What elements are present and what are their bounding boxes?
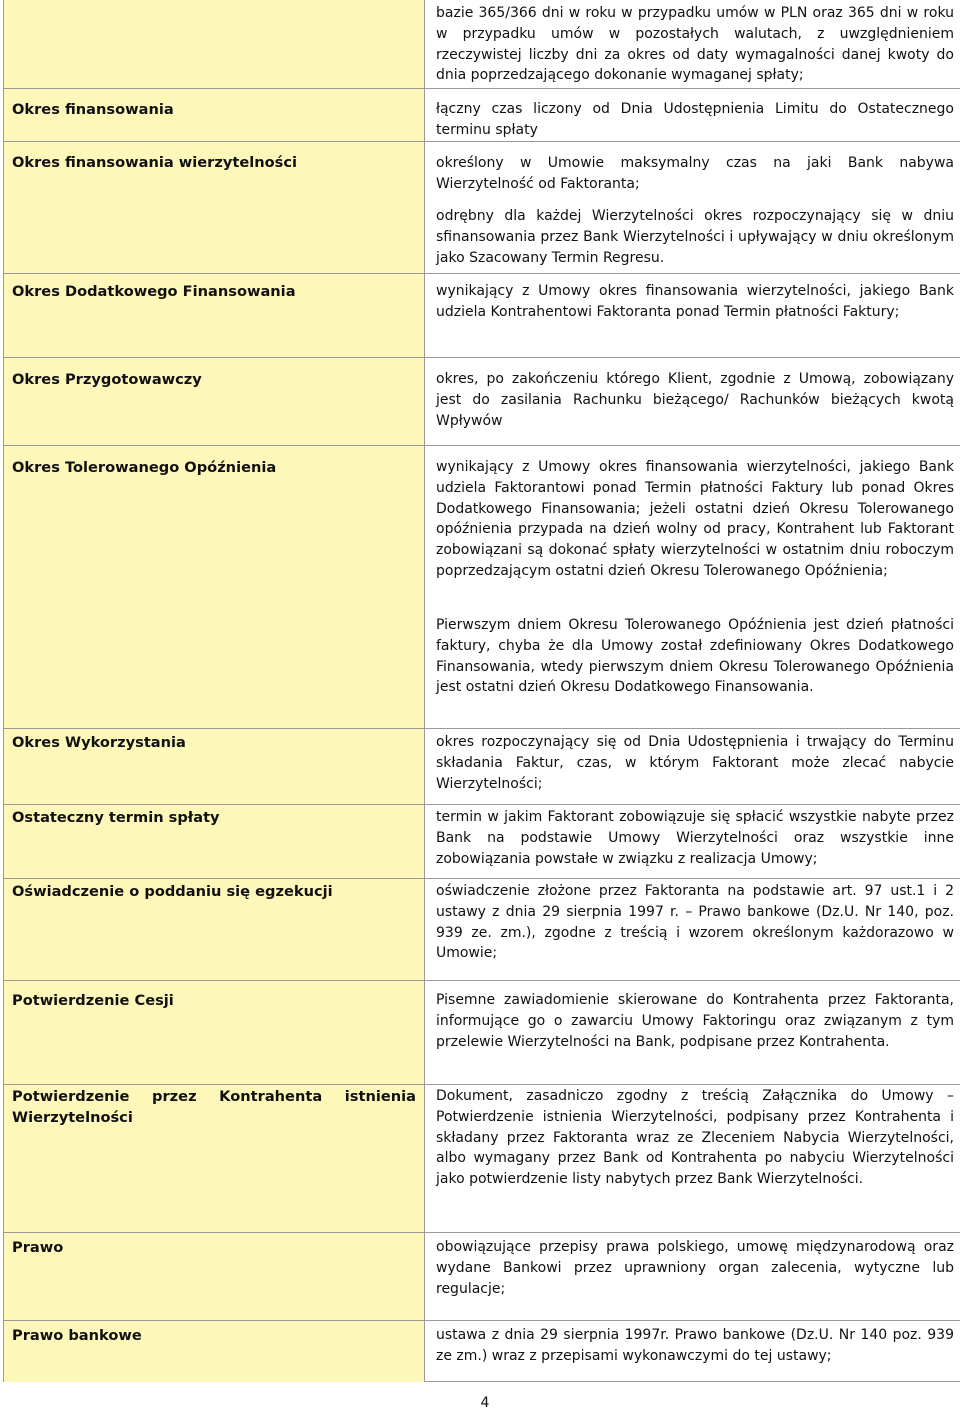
definition-cell (426, 1233, 960, 1321)
table-row (4, 728, 960, 805)
definition-text: Dokument, zasadniczo zgodny z treścią Załącznika do Umowy – Potwierdzenie istnienia Wierzytelności, podpisany przez Kontrahenta i składany przez Faktoranta wraz ze Zleceniem Nabycia Wierzytelności, albo wymagany przez Bank od Kontrahenta po nabyciu Wierzytelności jako potwierdzenie listy nabytych przez Bank Wierzytelności. (436, 1088, 954, 1188)
table-row (4, 88, 960, 142)
term-cell (4, 142, 425, 274)
definition-text: okres rozpoczynający się od Dnia Udostępnienia i trwający do Terminu składania Faktur, czas, w którym Faktorant może zlecać nabycie Wierzytelności; (436, 734, 954, 792)
term-text: Okres Dodatkowego Finansowania (12, 283, 296, 300)
definition-text: Pierwszym dniem Okresu Tolerowanego Opóźnienia jest dzień płatności faktury, chyba że dla Umowy został zdefiniowany Okres Dodatkowego Finansowania, wtedy pierwszym dniem Okresu Tolerowanego Opóźnienia jest ostatni dzień Okresu Dodatkowego Finansowania. (436, 617, 954, 696)
term-text: Okres finansowania wierzytelności (12, 154, 297, 171)
definition-cell (426, 358, 960, 446)
definition-cell (426, 89, 960, 142)
definition-text: wynikający z Umowy okres finansowania wierzytelności, jakiego Bank udziela Kontrahentowi Faktoranta ponad Termin płatności Faktury; (436, 283, 954, 320)
term-cell (4, 1085, 425, 1233)
definition-text: Pisemne zawiadomienie skierowane do Kontrahenta przez Faktoranta, informujące go o zawarciu Umowy Faktoringu oraz związanym z tym przelewie Wierzytelności na Bank, podpisane przez Kontrahenta. (436, 992, 954, 1050)
term-text: Potwierdzenie przez Kontrahenta istnienia Wierzytelności (12, 1088, 416, 1126)
definition-cell (426, 805, 960, 879)
table-row (4, 445, 960, 729)
table-row (4, 0, 960, 88)
definition-cell (426, 274, 960, 358)
definition-cell (426, 981, 960, 1085)
definition-cell (426, 1321, 960, 1382)
page-number: 4 (480, 1395, 490, 1411)
table-row (4, 878, 960, 981)
definition-cell (426, 0, 960, 88)
term-cell (4, 981, 425, 1085)
table-row (4, 357, 960, 446)
definition-text: okres, po zakończeniu którego Klient, zgodnie z Umową, zobowiązany jest do zasilania Rachunku bieżącego/ Rachunków bieżących kwotą Wpływów (436, 371, 954, 429)
definition-text: wynikający z Umowy okres finansowania wierzytelności, jakiego Bank udziela Faktorantowi ponad Termin płatności Faktury lub ponad Okres Dodatkowego Finansowania; jeżeli ostatni dzień Okresu Tolerowanego opóźnienia przypada na dzień wolny od pracy, Kontrahent lub Faktorant zobowiązani są dokonać spłaty wierzytelności w ostatnim dniu roboczym poprzedzającym ostatni dzień Okresu Tolerowanego Opóźnienia; (436, 459, 954, 579)
term-cell (4, 1233, 425, 1321)
definition-text: termin w jakim Faktorant zobowiązuje się spłacić wszystkie nabyte przez Bank na podstawie Umowy Wierzytelności oraz wszystkie inne zobowiązania powstałe w związku z realizacja Umowy; (436, 809, 954, 867)
table-row (4, 1320, 960, 1382)
term-cell (4, 446, 425, 729)
table-row (4, 1084, 960, 1233)
definition-cell (426, 729, 960, 805)
term-text: Potwierdzenie Cesji (12, 992, 174, 1009)
term-cell (4, 729, 425, 805)
definition-text: odrębny dla każdej Wierzytelności okres rozpoczynający się w dniu sfinansowania przez Bank Wierzytelności i upływający w dniu określonym jako Szacowany Termin Regresu. (436, 208, 954, 266)
term-text: Prawo (12, 1239, 64, 1256)
term-cell (4, 1321, 425, 1382)
term-cell (4, 89, 425, 142)
definition-cell (426, 142, 960, 274)
term-cell (4, 879, 425, 981)
definition-text: ustawa z dnia 29 sierpnia 1997r. Prawo bankowe (Dz.U. Nr 140 poz. 939 ze zm.) wraz z przepisami wykonawczymi do tej ustawy; (436, 1327, 954, 1364)
term-cell (4, 274, 425, 358)
term-text: Okres Wykorzystania (12, 734, 186, 751)
table-row (4, 804, 960, 879)
definitions-table (3, 0, 960, 1382)
definition-text: bazie 365/366 dni w roku w przypadku umów w PLN oraz 365 dni w roku w przypadku umów w pozostałych walutach, z uwzględnieniem rzeczywistej liczby dni za okres od daty wymagalności danej kwoty do dnia poprzedzającego dokonanie wymaganej spłaty; (436, 5, 954, 84)
term-text: Okres Przygotowawczy (12, 371, 202, 388)
term-cell (4, 0, 425, 88)
term-text: Oświadczenie o poddaniu się egzekucji (12, 883, 333, 900)
definition-text: określony w Umowie maksymalny czas na jaki Bank nabywa Wierzytelność od Faktoranta; (436, 155, 954, 192)
definition-cell (426, 879, 960, 981)
definition-cell (426, 1085, 960, 1233)
term-cell (4, 358, 425, 446)
definition-text: oświadczenie złożone przez Faktoranta na podstawie art. 97 ust.1 i 2 ustawy z dnia 29 sierpnia 1997 r. – Prawo bankowe (Dz.U. Nr 140, poz. 939 ze. zm.), zgodne z treścią i wzorem określonym każdorazowo w Umowie; (436, 883, 954, 962)
term-text: Okres Tolerowanego Opóźnienia (12, 459, 277, 476)
table-row (4, 273, 960, 358)
definition-text: obowiązujące przepisy prawa polskiego, umowę międzynarodową oraz wydane Bankowi przez uprawniony organ zalecenia, wytyczne lub regulacje; (436, 1239, 954, 1297)
term-cell (4, 805, 425, 879)
table-row (4, 980, 960, 1085)
table-row (4, 141, 960, 274)
definition-cell (426, 446, 960, 729)
table-row (4, 1232, 960, 1321)
term-text: Ostateczny termin spłaty (12, 809, 220, 826)
term-text: Okres finansowania (12, 101, 174, 118)
term-text: Prawo bankowe (12, 1327, 142, 1344)
definition-text: łączny czas liczony od Dnia Udostępnienia Limitu do Ostatecznego terminu spłaty (436, 101, 954, 138)
